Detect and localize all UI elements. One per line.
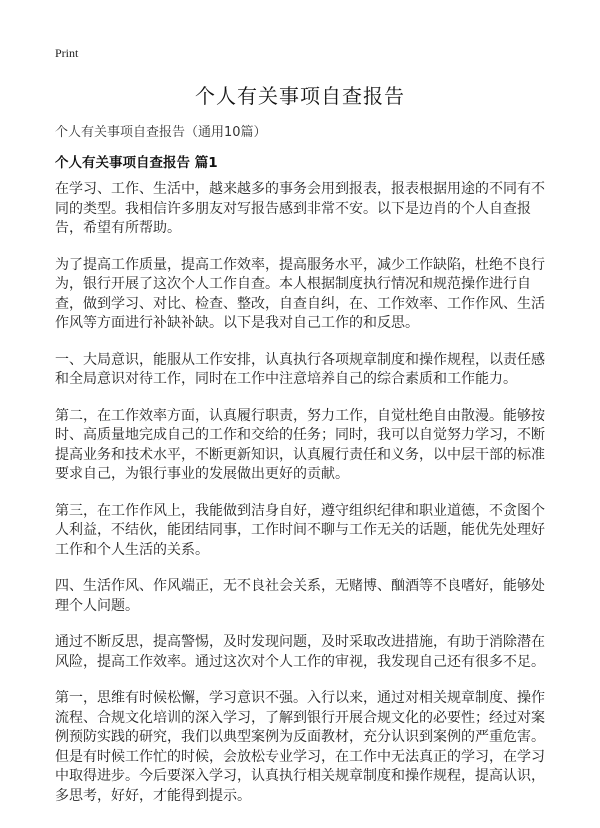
paragraph: 在学习、工作、生活中，越来越多的事务会用到报表，报表根据用途的不同有不同的类型。我相信许多朋友对写报告感到非常不安。以下是边肖的个人自查报告，希望有所帮助。 [55, 181, 545, 236]
paragraph: 为了提高工作质量，提高工作效率，提高服务水平，减少工作缺陷，杜绝不良行为，银行开展了这次个人工作自查。本人根据制度执行情况和规范操作进行自查，做到学习、对比、检查、整改，自查自纠，在、工作效率、工作作风、生活作风等方面进行补缺补缺。以下是我对自己工作的和反思。 [55, 256, 545, 331]
paragraph: 通过不断反思，提高警惕，及时发现问题，及时采取改进措施，有助于消除潜在风险，提高工作效率。通过这次对个人工作的审视，我发现自己还有很多不足。 [55, 634, 545, 670]
document-body [55, 180, 547, 823]
print-label: Print [55, 46, 79, 60]
paragraph: 四、生活作风、作风端正，无不良社会关系，无赌博、酗酒等不良嗜好，能够处理个人问题。 [55, 578, 545, 614]
section-heading: 个人有关事项自查报告 篇1 [55, 155, 218, 171]
paragraph: 一、大局意识，能服从工作安排，认真执行各项规章制度和操作规程，以责任感和全局意识对待工作，同时在工作中注意培养自己的综合素质和工作能力。 [55, 351, 545, 387]
document-subtitle: 个人有关事项自查报告（通用10篇） [55, 125, 267, 140]
paragraph: 第三，在工作作风上，我能做到洁身自好，遵守组织纪律和职业道德，不贪图个人利益，不结伙，能团结同事，工作时间不聊与工作无关的话题，能优先处理好工作和个人生活的关系。 [55, 502, 545, 558]
paragraph: 第一，思维有时候松懈，学习意识不强。入行以来，通过对相关规章制度、操作流程、合规文化培训的深入学习，了解到银行开展合规文化的必要性；经过对案例预防实践的研究，我们以典型案例为反面教材，充分认识到案例的严重危害。但是有时候工作忙的时候，会放松专业学习，在工作中无法真正的学习，在学习中取得进步。今后要深入学习，认真执行相关规章制度和操作规程，提高认识，多思考，好好，才能得到提示。 [55, 690, 545, 804]
paragraph: 第二，在工作效率方面，认真履行职责，努力工作，自觉杜绝自由散漫。能够按时、高质量地完成自己的工作和交给的任务；同时，我可以自觉努力学习，不断提高业务和技术水平，不断更新知识，认真履行责任和义务，以中层干部的标准要求自己，为银行事业的发展做出更好的贡献。 [55, 407, 545, 482]
document-title: 个人有关事项自查报告 [195, 84, 405, 108]
